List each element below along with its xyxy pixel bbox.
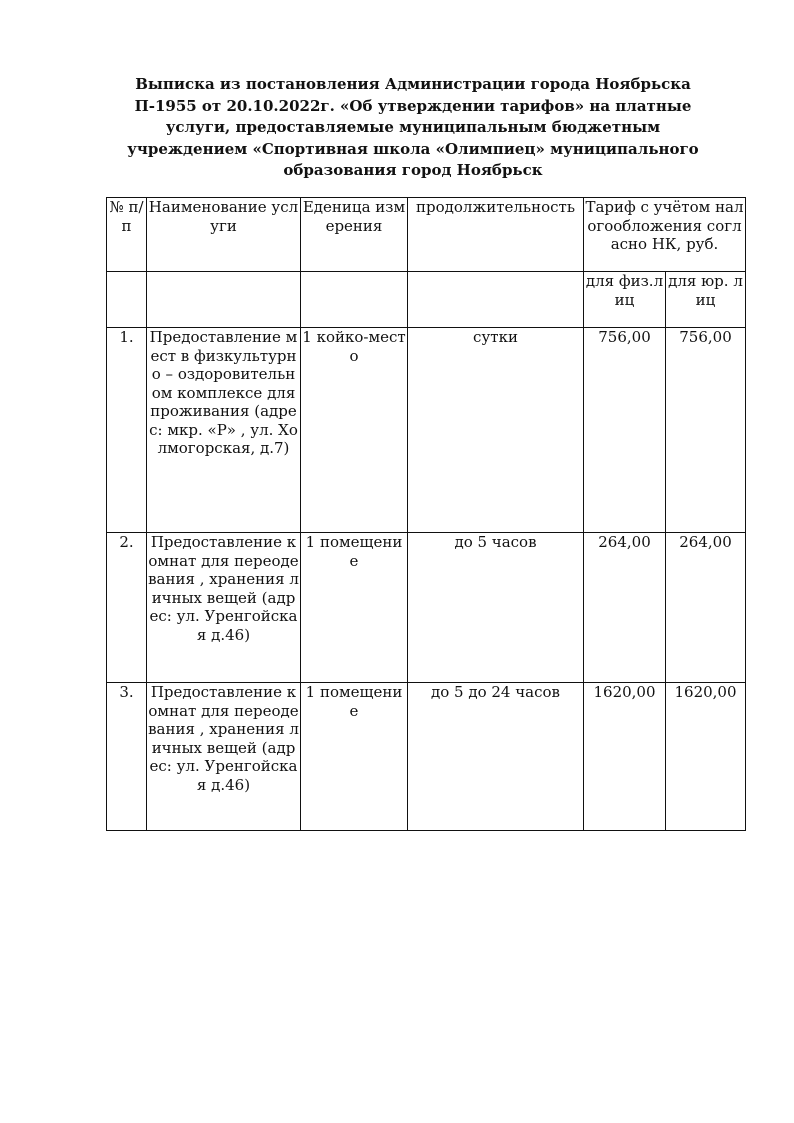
table-header-row xyxy=(107,198,746,272)
row-name: Предоставление комнат для переодевания , хранения личных вещей (адрес: ул. Уренгойская д.46) xyxy=(147,533,301,683)
empty-cell xyxy=(107,272,147,328)
row-duration: до 5 до 24 часов xyxy=(408,683,584,831)
row-num: 3. xyxy=(107,683,147,831)
header-phys: для физ.лиц xyxy=(584,272,666,328)
empty-cell xyxy=(301,272,408,328)
header-tariff: Тариф с учётом налогообложения согласно НК, руб. xyxy=(584,198,746,272)
empty-cell xyxy=(408,272,584,328)
row-jur-price: 1620,00 xyxy=(666,683,746,831)
row-duration: до 5 часов xyxy=(408,533,584,683)
row-jur-price: 264,00 xyxy=(666,533,746,683)
header-duration: продолжительность xyxy=(408,198,584,272)
row-unit: 1 помещение xyxy=(301,683,408,831)
table-row xyxy=(107,533,746,683)
table-row xyxy=(107,683,746,831)
empty-cell xyxy=(147,272,301,328)
row-name: Предоставление комнат для переодевания , хранения личных вещей (адрес: ул. Уренгойская д.46) xyxy=(147,683,301,831)
row-phys-price: 264,00 xyxy=(584,533,666,683)
row-jur-price: 756,00 xyxy=(666,328,746,533)
tariff-table xyxy=(106,197,746,831)
header-num: № п/п xyxy=(107,198,147,272)
header-unit: Еденица измерения xyxy=(301,198,408,272)
row-phys-price: 1620,00 xyxy=(584,683,666,831)
row-phys-price: 756,00 xyxy=(584,328,666,533)
row-unit: 1 койко-место xyxy=(301,328,408,533)
header-name: Наименование услуги xyxy=(147,198,301,272)
header-jur: для юр. лиц xyxy=(666,272,746,328)
table-row xyxy=(107,328,746,533)
row-duration: сутки xyxy=(408,328,584,533)
document-title: Выписка из постановления Администрации города Ноябрьска П-1955 от 20.10.2022г. «Об утверждении тарифов» на платные услуги, предоставляемые муниципальным бюджетным учреждением «Спортивная школа «Олимпиец» муниципального образования город Ноябрьск xyxy=(127,75,699,179)
row-unit: 1 помещение xyxy=(301,533,408,683)
row-num: 2. xyxy=(107,533,147,683)
row-name: Предоставление мест в физкультурно – оздоровительном комплексе для проживания (адрес: мкр. «Р» , ул. Холмогорская, д.7) xyxy=(147,328,301,533)
table-subheader-row xyxy=(107,272,746,328)
row-num: 1. xyxy=(107,328,147,533)
